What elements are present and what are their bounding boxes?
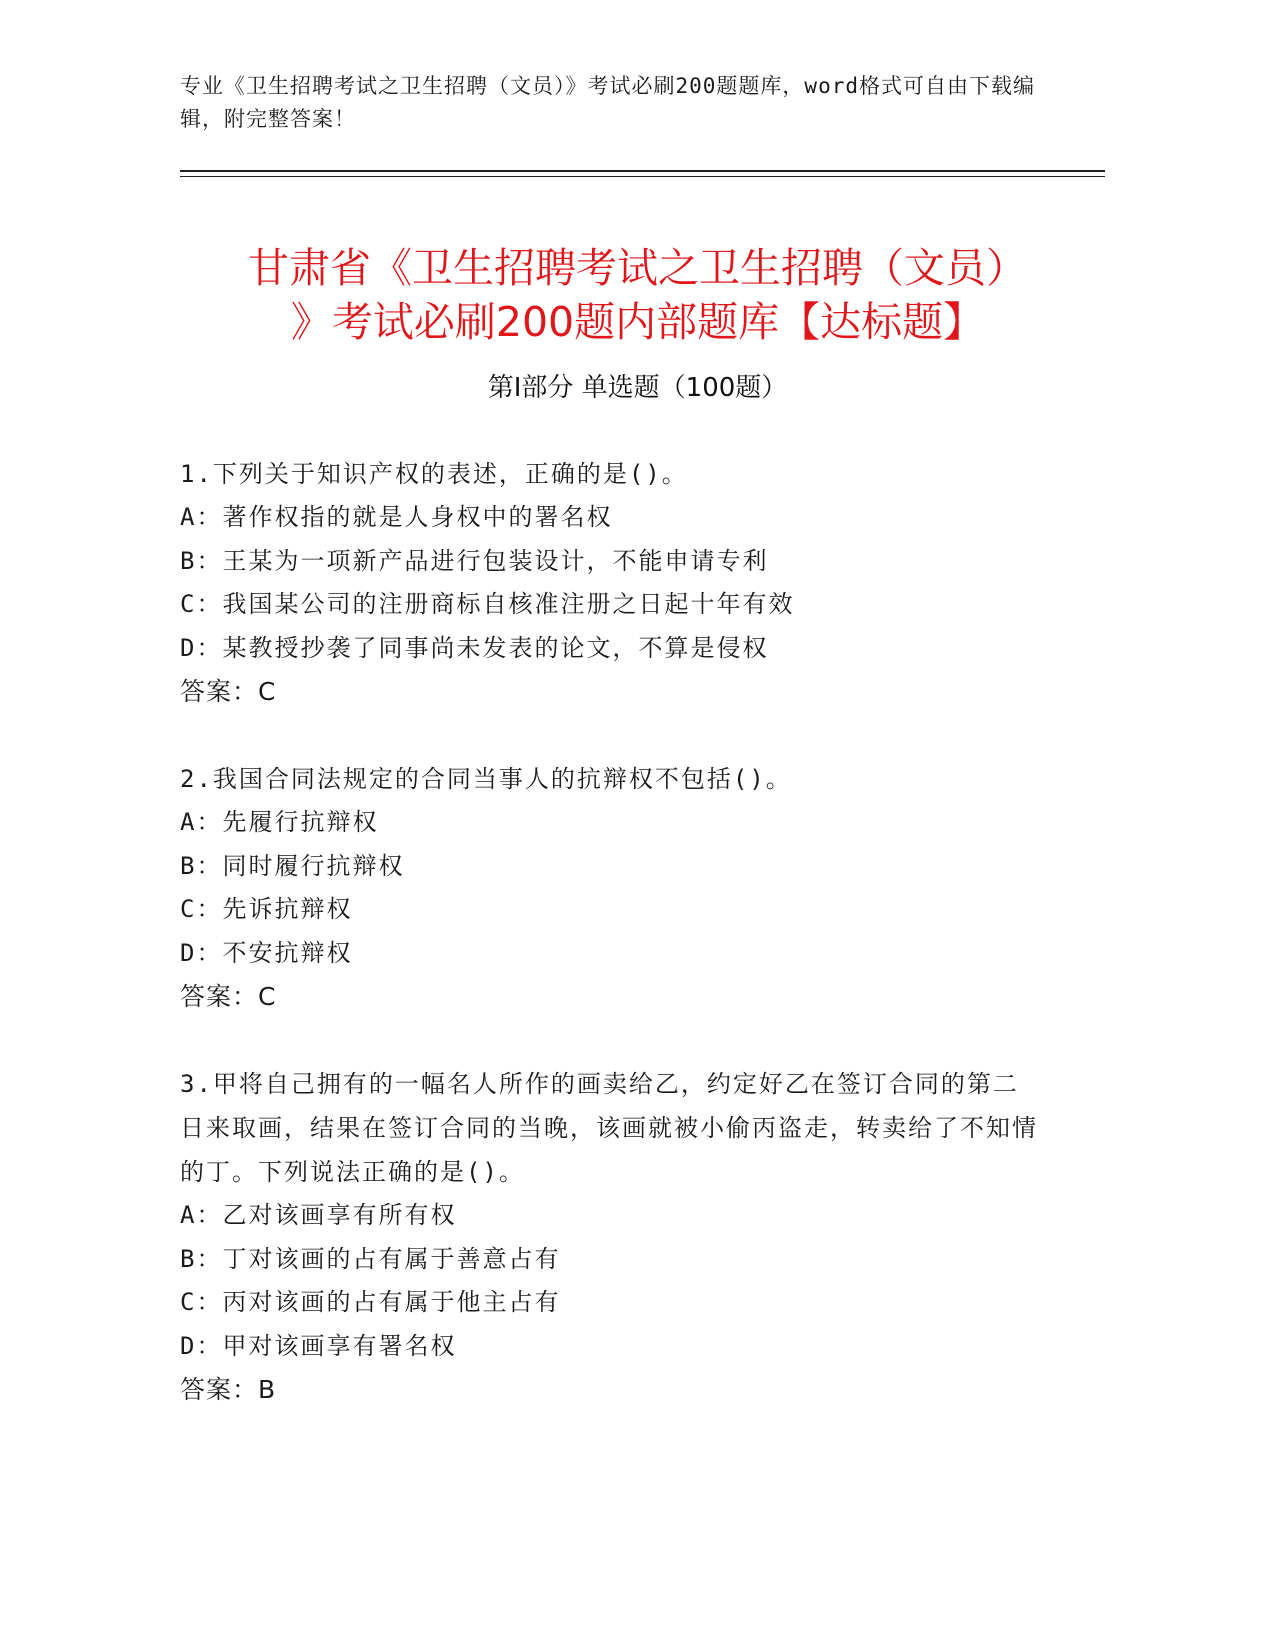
question-stem: 2.我国合同法规定的合同当事人的抗辩权不包括()。 bbox=[180, 765, 792, 793]
answer: 答案：C bbox=[180, 677, 277, 706]
option-c: C：先诉抗辩权 bbox=[180, 895, 353, 923]
question-3 bbox=[180, 1062, 1040, 1412]
document-title-line-2: 》考试必刷200题内部题库【达标题】 bbox=[290, 298, 985, 347]
answer: 答案：B bbox=[180, 1375, 277, 1404]
question-2 bbox=[180, 757, 1040, 1019]
option-a: A：乙对该画享有所有权 bbox=[180, 1201, 457, 1229]
option-b: B：丁对该画的占有属于善意占有 bbox=[180, 1244, 561, 1273]
option-b: B：同时履行抗辩权 bbox=[180, 851, 405, 880]
option-d: D：甲对该画享有署名权 bbox=[180, 1331, 457, 1360]
answer: 答案：C bbox=[180, 982, 277, 1011]
document-title bbox=[180, 241, 1095, 349]
option-a: A：先履行抗辩权 bbox=[180, 808, 379, 836]
option-d: D：不安抗辩权 bbox=[180, 938, 353, 967]
option-b: B：王某为一项新产品进行包装设计，不能申请专利 bbox=[180, 546, 769, 575]
option-c: C：我国某公司的注册商标自核准注册之日起十年有效 bbox=[180, 590, 795, 618]
document-title-line-1: 甘肃省《卫生招聘考试之卫生招聘（文员） bbox=[248, 244, 1027, 293]
question-1 bbox=[180, 452, 1040, 714]
option-c: C：丙对该画的占有属于他主占有 bbox=[180, 1288, 561, 1316]
question-stem: 3.甲将自己拥有的一幅名人所作的画卖给乙，约定好乙在签订合同的第二日来取画，结果在签订合同的当晚，该画就被小偷丙盗走，转卖给了不知情的丁。下列说法正确的是()。 bbox=[180, 1070, 1038, 1186]
section-title: 第Ⅰ部分 单选题（100题） bbox=[487, 373, 788, 403]
header-divider-thin bbox=[180, 176, 1105, 177]
option-a: A：著作权指的就是人身权中的署名权 bbox=[180, 503, 613, 531]
header-divider-thick bbox=[180, 170, 1105, 172]
header-note: 专业《卫生招聘考试之卫生招聘（文员）》考试必刷200题题库，word格式可自由下载编辑，附完整答案！ bbox=[180, 74, 1035, 131]
question-stem: 1.下列关于知识产权的表述，正确的是()。 bbox=[180, 460, 688, 488]
option-d: D：某教授抄袭了同事尚未发表的论文，不算是侵权 bbox=[180, 633, 769, 662]
